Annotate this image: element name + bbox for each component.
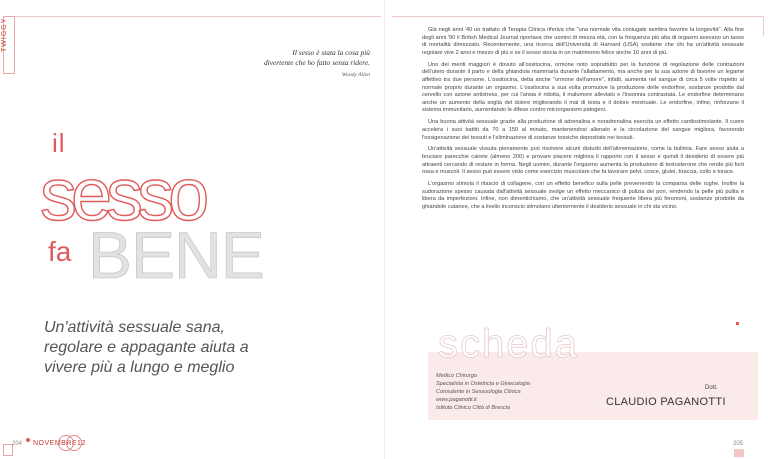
body-paragraph: Una buona attività sessuale grazie alla produzione di adrenalina e noradrenalina esercita un effetto cardiostimolante. Il cuore accelera i suoi battiti da 70 a 150 al minuto, mantenendosi allenato e la circolazione del sangue migliora, favorendo l'ossigenazione dei tessuti e l'eliminazione di sostanze tossiche depositate nei tessuti. xyxy=(422,119,744,141)
article-end-mark xyxy=(736,322,739,325)
credential-line: Specialista in Ostetricia e Ginecologia xyxy=(436,381,530,387)
magazine-issue: NOVEMBRE12 xyxy=(33,440,86,447)
title-fa: fa xyxy=(48,236,72,267)
quote-line-1: Il sesso è stata la cosa più xyxy=(292,48,370,57)
footer-dot xyxy=(26,438,30,442)
title-sesso: sesso xyxy=(40,153,204,236)
right-rule-edge xyxy=(763,16,764,36)
author-website: www.paganotti.it xyxy=(436,397,477,403)
quote-line-2: divertente che ho fatto senza ridere. xyxy=(263,58,370,67)
subtitle-line-3: vivere più a lungo e meglio xyxy=(44,359,235,376)
body-paragraph: L'orgasmo stimola il rilascio di collagene, con un effetto benefico sulla pelle prevenendo la comparsa delle rughe. Inoltre la sudorazione spesso causata dall'attività sessuale svolge un effetto meccanico di pulizia dei pori, rendendo la pelle più pulita e libera da imperfezioni. Infine, non dimentichiamo, che un'attività sessuale frequente libera più feromoni, sostanze prodotte da ghiandole cutanee, che a livello inconscio stimolano ulteriormente il desiderio sessuale in chi sta vicino. xyxy=(422,181,744,211)
title-bene: BENE xyxy=(88,218,264,292)
body-paragraph: Già negli anni '40 un trattato di Terapia Clinica riferiva che "una normale vita coniugale sembra favorire la longevità". Alla fine degli anni '90 il British Medical Journal riportava che uomini di mezza età, con la frequenza più alta di orgasmi avevano un tasso di mortalità dimezzato. Recentemente, una ricerca dell'Università di Harvard (USA) sostiene che chi ha un'attività sessuale regolare vive 2 anni e mezzo di più e se il sesso stocia in un matrimonio felice anche 10 anni di più. xyxy=(422,27,744,56)
top-rule-left xyxy=(3,16,381,17)
epigraph-quote xyxy=(150,48,370,68)
subtitle-line-1: Un'attività sessuale sana, xyxy=(44,319,225,336)
body-paragraph: Un'attività sessuale vissuta pienamente può risolvere alcuni disturbi dell'alimentazione, come la bulimia. Fare sesso aiuta a bruciare parecchie calorie (almeno 200) e provare piacere migliora il rapporto con il sesso e quindi il desiderio di essere più attraenti cercando di restare in forma. Negli uomini, durante l'orgasmo aumenta la produzione di testosterone che rende più forti ossa e muscoli. Il sesso può essere visto come esercizio muscolare che fa lavorare pelvi, cosce, glutei, braccia, collo e torace. xyxy=(422,146,744,176)
author-credentials xyxy=(436,372,530,412)
credential-line: Consulente in Sessuologia Clinica xyxy=(436,389,521,395)
footer-circle-icon-2 xyxy=(66,435,82,451)
page-number-left: 204 xyxy=(12,441,23,447)
credential-line: Medico Chirurgo xyxy=(436,373,478,379)
scheda-heading: scheda xyxy=(438,322,579,366)
section-tab-label: TWIGGY xyxy=(1,17,8,52)
author-title: Dott. xyxy=(705,385,718,391)
subtitle-line-2: regolare e appagante aiuta a xyxy=(44,339,249,356)
credential-line: Istituto Clinico Città di Brescia xyxy=(436,405,510,411)
author-name: CLAUDIO PAGANOTTI xyxy=(606,396,726,408)
page-gutter xyxy=(384,0,385,459)
title-il: il xyxy=(52,128,66,158)
body-paragraph: Uno dei meriti maggiori è dovuto all'ossitocina, ormone noto soprattutto per la funzione di regolazione delle contrazioni dell'utero durante il parto e della ghiandola mammaria durante l'allattamento, ma anche per la sua azione di favorire un legame affettivo tra due persone. L'ossitocina, detta anche "ormone dell'amore", infatti, aumenta nel sangue di circa 5 volte rispetto al normale proprio durante un orgasmo. L'ossitocina a sua volta promuove la produzione delle endorfine, sostanze prodotte dal cervello con azione antistress, per cui l'ansia è ridotta, il malumore alleviato e l'insonnia contrastata. Le endorfine determinano anche un aumento della soglia del dolore migliorando il mal di testa e il dolore mestruale. Le endorfine, infine, rinforzano il sistema immunitario, aumentando le difese contro microrganismi patogeni. xyxy=(422,61,744,114)
corner-mark-right xyxy=(734,449,744,457)
page-number-right: 205 xyxy=(733,441,744,447)
top-rule-right xyxy=(392,16,764,17)
quote-author: Woody Allen xyxy=(341,72,370,78)
article-body xyxy=(422,27,744,216)
article-subtitle xyxy=(44,318,344,378)
